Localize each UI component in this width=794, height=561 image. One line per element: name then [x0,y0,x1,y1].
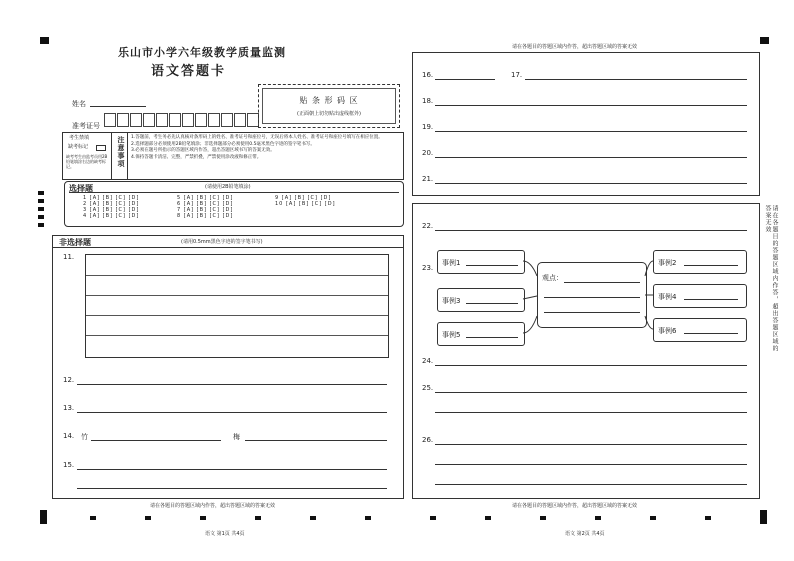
q12-label: 12. [63,376,75,384]
q16-label: 16. [422,71,434,79]
q15-answer-line[interactable] [77,469,387,470]
example-2-label: 事例2 [658,259,677,267]
right-bottom-section [412,203,760,499]
status-cell [63,133,112,179]
choice-row[interactable]: 4 [A] [B] [C] [D] [83,213,140,219]
q14-b-label: 梅 [233,433,240,441]
q19-answer-line[interactable] [435,131,747,132]
q25-answer-line[interactable] [435,412,747,413]
notes-label: 注意事项 [117,136,125,168]
q26-label: 26. [422,436,434,444]
choice-row[interactable]: 7 [A] [B] [C] [D] [177,207,234,213]
choice-row[interactable]: 5 [A] [B] [C] [D] [177,195,234,201]
registration-mark [40,510,47,524]
q25-label: 25. [422,384,434,392]
q21-label: 21. [422,175,434,183]
q13-answer-line[interactable] [77,412,387,413]
q22-label: 22. [422,222,434,230]
choice-group-1[interactable] [83,195,139,219]
q14-a-answer-line[interactable] [91,440,221,441]
note-3: 3.必须在题号所指示的答题区域内作答，超出答题区域书写的答案无效。 [131,148,275,153]
nonchoice-section [52,235,404,499]
registration-mark [760,510,767,524]
q24-answer-line[interactable] [435,365,747,366]
choice-row[interactable]: 1 [A] [B] [C] [D] [83,195,140,201]
q26-answer-line[interactable] [435,444,747,445]
q26-answer-line[interactable] [435,464,747,465]
absent-mark-box[interactable] [96,145,106,151]
footer-page-right: 语文 第2页 共4页 [565,531,605,537]
q17-answer-line[interactable] [525,79,747,80]
q12-answer-line[interactable] [77,384,387,385]
ticket-number-cells[interactable] [104,112,260,131]
q25-answer-line[interactable] [435,392,747,393]
absent-label: 缺考标记 [68,144,89,150]
registration-mark [40,37,49,44]
q11-answer-grid[interactable] [85,254,389,358]
q11-label: 11. [63,253,75,261]
choice-row[interactable]: 9 [A] [B] [C] [D] [275,195,332,201]
choice-row[interactable]: 2 [A] [B] [C] [D] [83,201,140,207]
q21-answer-line[interactable] [435,183,747,184]
q17-label: 17. [511,71,523,79]
q16-answer-line[interactable] [435,79,495,80]
choice-group-2[interactable] [177,195,233,219]
name-label: 姓名 [72,100,86,108]
nonchoice-header: 非选择题 [59,238,91,247]
note-1: 1.答题前，考生务必先认真核对条形码上的姓名、准考证号和座位号，无误后将本人姓名、准考证号和座位号填写在相应位置。 [131,135,383,140]
q18-label: 18. [422,97,434,105]
barcode-area [258,84,400,128]
choice-hint: (请使用2B铅笔填涂) [205,184,251,190]
footer-page-left: 语文 第1页 共4页 [205,531,245,537]
choice-header: 选择题 [69,184,93,193]
side-warning: 请在各题目的答题区域内作答，超出答题区域的答案无效 [764,205,778,352]
barcode-note: (正面朝上切勿贴出虚线框外) [297,111,361,117]
note-4: 4.保持答题卡清洁、完整，严禁折叠，严禁使用涂改液和修正带。 [131,154,262,160]
instructions-panel [62,132,404,180]
barcode-title: 贴 条 形 码 区 [299,96,359,105]
right-top-section [412,52,760,196]
example-5-label: 事例5 [442,331,461,339]
q14-a-label: 竹 [81,433,88,441]
status-note: 缺考考生由监考员用2B铅笔填涂右边的缺考标记。 [66,154,108,169]
q18-answer-line[interactable] [435,105,747,106]
registration-mark [760,37,769,44]
q15-answer-line[interactable] [77,488,387,489]
choice-row[interactable]: 3 [A] [B] [C] [D] [83,207,140,213]
q20-label: 20. [422,149,434,157]
choice-row[interactable]: 10 [A] [B] [C] [D] [275,201,336,207]
answer-area-warning-right: 请在各题目的答题区域内作答，超出答题区域的答案无效 [512,503,638,509]
notes-list [131,135,399,161]
q26-answer-line[interactable] [435,484,747,485]
answer-area-warning-left: 请在各题目的答题区域内作答，超出答题区域的答案无效 [150,503,276,509]
q13-label: 13. [63,404,75,412]
ticket-number-label: 准考证号 [72,122,100,130]
status-title: 考生禁填 [69,135,90,141]
q19-label: 19. [422,123,434,131]
sheet-title: 乐山市小学六年级教学质量监测 [118,46,286,59]
example-1-label: 事例1 [442,259,461,267]
q14-label: 14. [63,432,75,440]
q14-b-answer-line[interactable] [245,440,387,441]
q24-label: 24. [422,357,434,365]
example-6-label: 事例6 [658,327,677,335]
sheet-subtitle: 语文答题卡 [151,64,227,79]
mindmap-connectors [413,204,759,374]
nonchoice-hint: (请用0.5mm黑色字迹的签字笔书写) [181,239,263,245]
choice-group-3[interactable] [275,195,336,207]
q15-label: 15. [63,461,75,469]
choice-row[interactable]: 6 [A] [B] [C] [D] [177,201,234,207]
example-4-label: 事例4 [658,293,677,301]
example-3-label: 事例3 [442,297,461,305]
choice-section [64,181,404,227]
q23-label: 23. [422,264,434,272]
viewpoint-label: 观点： [542,274,563,282]
choice-row[interactable]: 8 [A] [B] [C] [D] [177,213,234,219]
answer-area-warning-top: 请在各题目的答题区域内作答，超出答题区域的答案无效 [512,44,638,50]
q20-answer-line[interactable] [435,157,747,158]
note-2: 2.选择题部分必须使用2B铅笔填涂；非选择题部分必须使用0.5毫米黑色字迹的签字笔书写。 [131,141,315,147]
name-field[interactable] [90,106,146,107]
